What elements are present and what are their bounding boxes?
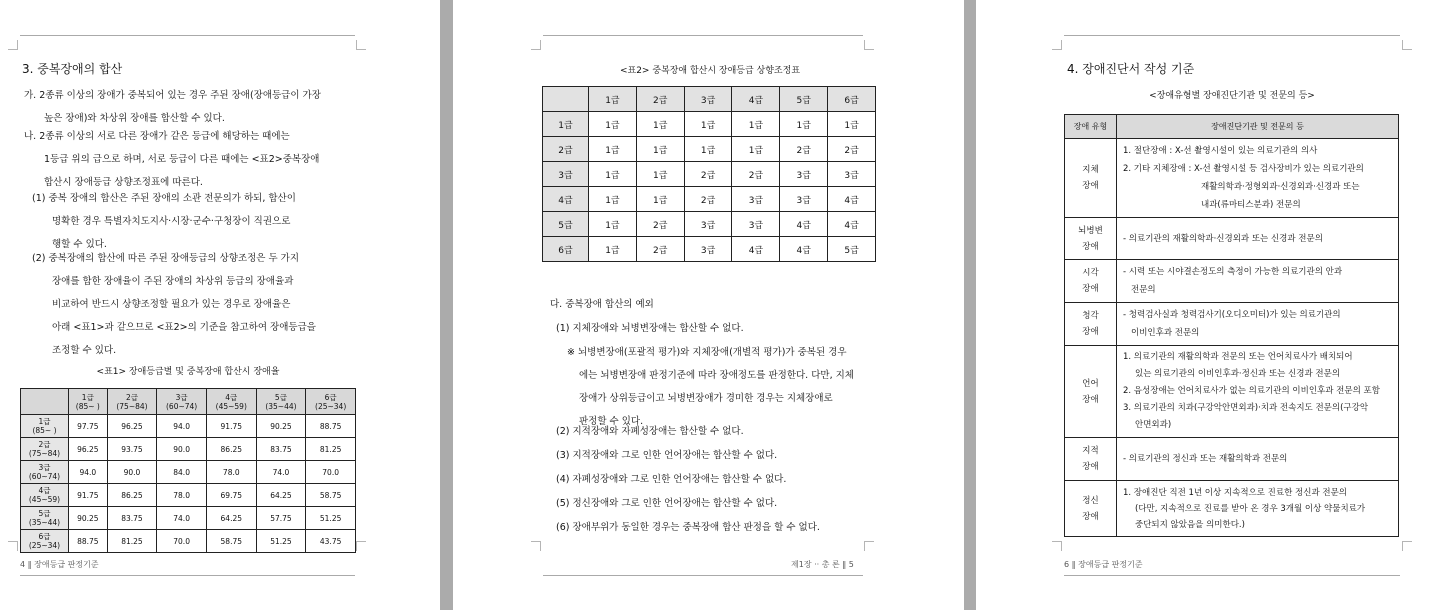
table-cell: - 청력검사실과 청력검사기(오디오미터)가 있는 의료기관의 이비인후과 전문의 xyxy=(1117,303,1399,346)
table-cell: 1급 xyxy=(732,137,780,162)
row-header: 1급 (85~ ) xyxy=(21,415,69,438)
table-cell: 94.0 xyxy=(69,461,108,484)
paragraph-ga: 가. 2종류 이상의 장애가 중복되어 있는 경우 주된 장애(장애등급이 가장 높은 장애)와 차상위 장애를 합산할 수 있다. xyxy=(24,90,321,124)
table-cell: 2급 xyxy=(828,137,876,162)
table-row xyxy=(1065,260,1399,303)
crop-mark xyxy=(531,541,541,551)
table-cell: 1급 xyxy=(684,112,732,137)
table-cell: 90.0 xyxy=(107,461,157,484)
header-rule xyxy=(543,35,863,36)
row-header: 5급 (35~44) xyxy=(21,507,69,530)
table-cell: 1. 의료기관의 재활의학과 전문의 또는 언어치료사가 배치되어 있는 의료기관의 이비인후과·정신과 또는 신경과 전문의 2. 음성장애는 언어치료사가 없는 의료기관의 이비인후과 전문의 포함 3. 의료기관의 치과(구강악안면외과)·치과 전속지도 전문의(구강악 안면외과) xyxy=(1117,346,1399,438)
table-row xyxy=(1065,438,1399,481)
section-title: 다. 중복장애 합산의 예외 xyxy=(550,299,654,310)
table-row xyxy=(543,162,876,187)
document-page-6 xyxy=(976,0,1448,610)
row-header: 3급 xyxy=(543,162,589,187)
table-cell: 51.25 xyxy=(256,530,306,553)
table-cell: 70.0 xyxy=(306,461,356,484)
table-row xyxy=(543,187,876,212)
table-cell: 96.25 xyxy=(69,438,108,461)
table-cell: 1급 xyxy=(636,112,684,137)
table-cell: 90.25 xyxy=(256,415,306,438)
table-cell: 81.25 xyxy=(306,438,356,461)
table-row xyxy=(543,237,876,262)
table-cell: 90.25 xyxy=(69,507,108,530)
table-cell: 2급 xyxy=(780,137,828,162)
table-cell: 3급 xyxy=(732,187,780,212)
header-rule xyxy=(20,35,355,36)
table-cell: 2급 xyxy=(684,187,732,212)
exception-item-3: (3) 지적장애와 그로 인한 언어장애는 합산할 수 없다. xyxy=(556,450,778,461)
table-cell: 74.0 xyxy=(157,507,207,530)
footer-rule xyxy=(20,575,355,576)
crop-mark xyxy=(531,40,541,50)
table-cell: 4급 xyxy=(780,212,828,237)
table-cell: 1급 xyxy=(684,137,732,162)
section-title: 3. 중복장애의 합산 xyxy=(22,62,123,76)
exception-item-5: (5) 정신장애와 그로 인한 언어장애는 합산할 수 없다. xyxy=(556,498,778,509)
table-row xyxy=(21,461,356,484)
row-header: 뇌병변 장애 xyxy=(1065,218,1117,260)
table-cell: 83.75 xyxy=(107,507,157,530)
corner-cell xyxy=(543,87,589,112)
table-cell: 74.0 xyxy=(256,461,306,484)
table-cell: 64.25 xyxy=(206,507,256,530)
table-cell: 1급 xyxy=(732,112,780,137)
table-cell: 43.75 xyxy=(306,530,356,553)
crop-mark xyxy=(1402,40,1412,50)
table-row xyxy=(543,212,876,237)
table-cell: 69.75 xyxy=(206,484,256,507)
crop-mark xyxy=(1052,541,1062,551)
table-cell: 1급 xyxy=(636,162,684,187)
table-header-row xyxy=(21,389,356,415)
table-cell: 58.75 xyxy=(206,530,256,553)
table-row xyxy=(543,137,876,162)
table-cell: 64.25 xyxy=(256,484,306,507)
col-header: 4급 (45~59) xyxy=(206,389,256,415)
row-header: 4급 xyxy=(543,187,589,212)
col-header: 1급 (85~ ) xyxy=(69,389,108,415)
table-cell: 1급 xyxy=(828,112,876,137)
table-cell: 83.75 xyxy=(256,438,306,461)
table-cell: 91.75 xyxy=(69,484,108,507)
row-header: 3급 (60~74) xyxy=(21,461,69,484)
col-header: 2급 (75~84) xyxy=(107,389,157,415)
table-row xyxy=(21,530,356,553)
table-cell: 3급 xyxy=(684,237,732,262)
table-header-row xyxy=(1065,115,1399,139)
crop-mark xyxy=(864,40,874,50)
crop-mark xyxy=(864,541,874,551)
table-cell: 3급 xyxy=(780,187,828,212)
document-page-4 xyxy=(0,0,440,610)
table-row xyxy=(21,484,356,507)
table-cell: 1급 xyxy=(589,162,637,187)
exception-note: ※ 뇌병변장애(포괄적 평가)와 지체장애(개별적 평가)가 중복된 경우 에는 뇌병변장애 판정기준에 따라 장애정도를 판정한다. 다만, 지체 장애가 상위등급이고 뇌병변장애가 경미한 경우는 지체장애로 판정할 수 있다. xyxy=(567,347,854,427)
crop-mark xyxy=(8,541,18,551)
table-cell: 58.75 xyxy=(306,484,356,507)
col-header: 6급 (25~34) xyxy=(306,389,356,415)
table-header-row xyxy=(543,87,876,112)
table-cell: 3급 xyxy=(780,162,828,187)
table-cell: 96.25 xyxy=(107,415,157,438)
col-header: 3급 xyxy=(684,87,732,112)
table-cell: 1급 xyxy=(636,137,684,162)
table-row xyxy=(1065,346,1399,438)
diagnosis-criteria-table xyxy=(1064,114,1399,537)
table-row xyxy=(21,507,356,530)
table-cell: 86.25 xyxy=(107,484,157,507)
table-cell: 3급 xyxy=(828,162,876,187)
disability-rate-table xyxy=(20,388,356,553)
table-cell: - 시력 또는 시야결손정도의 측정이 가능한 의료기관의 안과 전문의 xyxy=(1117,260,1399,303)
header-rule xyxy=(1064,35,1400,36)
exception-item-1: (1) 지체장애와 뇌병변장애는 합산할 수 없다. xyxy=(556,323,744,334)
crop-mark xyxy=(356,40,366,50)
exception-item-6: (6) 장애부위가 동일한 경우는 중복장애 합산 판정을 할 수 없다. xyxy=(556,522,820,533)
col-header: 장애진단기관 및 전문의 등 xyxy=(1117,115,1399,139)
table-row xyxy=(1065,303,1399,346)
table-cell: 84.0 xyxy=(157,461,207,484)
table-cell: 86.25 xyxy=(206,438,256,461)
footer-rule xyxy=(1064,575,1400,576)
table2-caption: <표2> 중복장애 합산시 장애등급 상향조정표 xyxy=(619,66,801,76)
table3-caption: <장애유형별 장애진단기관 및 전문의 등> xyxy=(1149,91,1315,101)
table-cell: 1급 xyxy=(589,112,637,137)
col-header: 장애 유형 xyxy=(1065,115,1117,139)
table1-caption: <표1> 장애등급별 및 중복장애 합산시 장애율 xyxy=(96,367,280,377)
row-header: 지적 장애 xyxy=(1065,438,1117,481)
table-cell: 1급 xyxy=(589,187,637,212)
table-cell: 91.75 xyxy=(206,415,256,438)
page-footer: 6 ‖ 장애등급 판정기준 xyxy=(1064,560,1143,569)
table-row xyxy=(21,415,356,438)
table-cell: 93.75 xyxy=(107,438,157,461)
crop-mark xyxy=(1052,40,1062,50)
row-header: 2급 xyxy=(543,137,589,162)
table-cell: 51.25 xyxy=(306,507,356,530)
table-cell: 57.75 xyxy=(256,507,306,530)
table-cell: 70.0 xyxy=(157,530,207,553)
table-row xyxy=(1065,218,1399,260)
grade-adjustment-table xyxy=(542,86,876,262)
table-cell: 1급 xyxy=(589,212,637,237)
table-cell: 94.0 xyxy=(157,415,207,438)
table-cell: 4급 xyxy=(828,187,876,212)
row-header: 청각 장애 xyxy=(1065,303,1117,346)
table-cell: 88.75 xyxy=(306,415,356,438)
table-cell: 2급 xyxy=(684,162,732,187)
col-header: 3급 (60~74) xyxy=(157,389,207,415)
row-header: 정신 장애 xyxy=(1065,481,1117,537)
table-cell: 4급 xyxy=(828,212,876,237)
table-cell: 3급 xyxy=(684,212,732,237)
table-cell: 4급 xyxy=(732,237,780,262)
corner-cell xyxy=(21,389,69,415)
exception-item-2: (2) 지적장애와 자폐성장애는 합산할 수 없다. xyxy=(556,426,744,437)
paragraph-na: 나. 2종류 이상의 서로 다른 장애가 같은 등급에 해당하는 때에는 1등급 위의 급으로 하며, 서로 등급이 다른 때에는 <표2>중복장애 합산시 장애등급 상향조정표에 따른다. xyxy=(24,131,320,188)
table-row xyxy=(543,112,876,137)
table-row xyxy=(21,438,356,461)
row-header: 6급 (25~34) xyxy=(21,530,69,553)
row-header: 시각 장애 xyxy=(1065,260,1117,303)
table-cell: - 의료기관의 재활의학과·신경외과 또는 신경과 전문의 xyxy=(1117,218,1399,260)
document-page-5 xyxy=(453,0,964,610)
col-header: 5급 (35~44) xyxy=(256,389,306,415)
table-cell: 88.75 xyxy=(69,530,108,553)
crop-mark xyxy=(356,541,366,551)
row-header: 6급 xyxy=(543,237,589,262)
table-row xyxy=(1065,139,1399,218)
table-cell: 1급 xyxy=(589,137,637,162)
row-header: 언어 장애 xyxy=(1065,346,1117,438)
page-footer: 4 ‖ 장애등급 판정기준 xyxy=(20,560,99,569)
page-footer: 제1장 ·· 총 론 ‖ 5 xyxy=(791,560,854,569)
table-cell: 2급 xyxy=(636,212,684,237)
row-header: 지체 장애 xyxy=(1065,139,1117,218)
table-cell: 1급 xyxy=(589,237,637,262)
table-cell: 81.25 xyxy=(107,530,157,553)
crop-mark xyxy=(8,40,18,50)
table-cell: 1급 xyxy=(780,112,828,137)
col-header: 2급 xyxy=(636,87,684,112)
table-cell: 90.0 xyxy=(157,438,207,461)
paragraph-1: (1) 중복 장애의 합산은 주된 장애의 소관 전문의가 하되, 합산이 명확한 경우 특별자치도지사·시장·군수·구청장이 직권으로 행할 수 있다. xyxy=(32,193,296,250)
row-header: 4급 (45~59) xyxy=(21,484,69,507)
crop-mark xyxy=(1402,541,1412,551)
col-header: 5급 xyxy=(780,87,828,112)
table-cell: 5급 xyxy=(828,237,876,262)
section-title: 4. 장애진단서 작성 기준 xyxy=(1067,62,1195,76)
row-header: 1급 xyxy=(543,112,589,137)
table-cell: 2급 xyxy=(732,162,780,187)
table-cell: 1급 xyxy=(636,187,684,212)
table-cell: 78.0 xyxy=(157,484,207,507)
table-cell: 97.75 xyxy=(69,415,108,438)
col-header: 1급 xyxy=(589,87,637,112)
table-cell: - 의료기관의 정신과 또는 재활의학과 전문의 xyxy=(1117,438,1399,481)
table-cell: 3급 xyxy=(732,212,780,237)
col-header: 4급 xyxy=(732,87,780,112)
table-cell: 2급 xyxy=(636,237,684,262)
footer-rule xyxy=(543,575,863,576)
table-cell: 1. 장애진단 직전 1년 이상 지속적으로 진료한 정신과 전문의 (다만, 지속적으로 진료를 받아 온 경우 3개월 이상 약물치료가 중단되지 않았음을 의미한다.) xyxy=(1117,481,1399,537)
exception-item-4: (4) 자폐성장애와 그로 인한 언어장애는 합산할 수 없다. xyxy=(556,474,787,485)
row-header: 2급 (75~84) xyxy=(21,438,69,461)
col-header: 6급 xyxy=(828,87,876,112)
table-cell: 78.0 xyxy=(206,461,256,484)
paragraph-2: (2) 중복장애의 합산에 따른 주된 장애등급의 상향조정은 두 가지 장애를 합한 장애율이 주된 장애의 차상위 등급의 장애율과 비교하여 반드시 상향조정할 필요가 있는 경우로 장애율은 아래 <표1>과 같으므로 <표2>의 기준을 참고하여 장애등급을 조정할 수 있다. xyxy=(32,253,316,356)
table-row xyxy=(1065,481,1399,537)
table-cell: 1. 절단장애 : X-선 촬영시설이 있는 의료기관의 의사 2. 기타 지체장애 : X-선 촬영시설 등 검사장비가 있는 의료기관의 재활의학과·정형외과·신경외과·신경과 또는 내과(류마티스분과) 전문의 xyxy=(1117,139,1399,218)
row-header: 5급 xyxy=(543,212,589,237)
table-cell: 4급 xyxy=(780,237,828,262)
